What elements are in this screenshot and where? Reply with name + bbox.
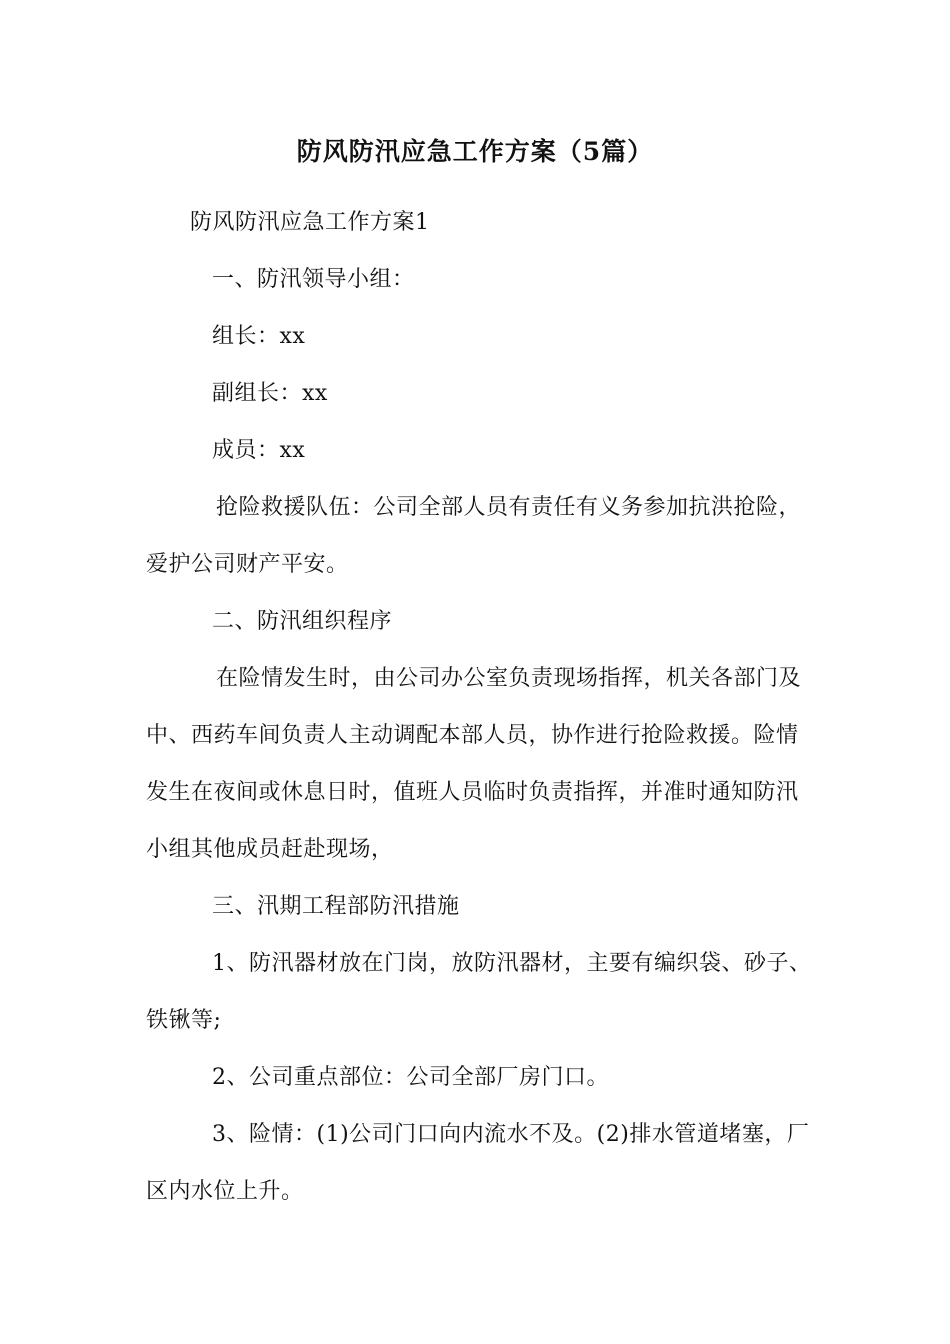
paragraph-members: 成员：xx: [212, 438, 306, 463]
section-heading-plan-1: 防风防汛应急工作方案1: [190, 210, 430, 235]
paragraph-measure-3-line-2: 区内水位上升。: [146, 1179, 304, 1204]
document-title: 防风防汛应急工作方案（5篇）: [296, 137, 654, 166]
paragraph-procedure-line-2: 中、西药车间负责人主动调配本部人员，协作进行抢险救援。险情: [146, 723, 799, 748]
paragraph-rescue-team-line-1: 抢险救援队伍：公司全部人员有责任有义务参加抗洪抢险，: [216, 495, 802, 520]
paragraph-group-leader: 组长：xx: [212, 324, 306, 349]
paragraph-deputy-leader: 副组长：xx: [212, 381, 328, 406]
heading-leadership-group: 一、防汛领导小组：: [212, 267, 415, 292]
paragraph-procedure-line-1: 在险情发生时，由公司办公室负责现场指挥，机关各部门及: [216, 666, 802, 691]
paragraph-procedure-line-3: 发生在夜间或休息日时，值班人员临时负责指挥，并准时通知防汛: [146, 780, 799, 805]
paragraph-measure-2: 2、公司重点部位：公司全部厂房门口。: [212, 1065, 609, 1090]
paragraph-rescue-team-line-2: 爱护公司财产平安。: [146, 552, 349, 577]
paragraph-measure-3-line-1: 3、险情：(1)公司门口向内流水不及。(2)排水管道堵塞，厂: [212, 1122, 810, 1147]
paragraph-procedure-line-4: 小组其他成员赶赴现场，: [146, 837, 394, 862]
paragraph-measure-1-line-2: 铁锹等;: [146, 1008, 222, 1033]
paragraph-measure-1-line-1: 1、防汛器材放在门岗，放防汛器材，主要有编织袋、砂子、: [212, 951, 812, 976]
heading-flood-measures: 三、汛期工程部防汛措施: [212, 894, 460, 919]
heading-organization-procedure: 二、防汛组织程序: [212, 609, 393, 634]
